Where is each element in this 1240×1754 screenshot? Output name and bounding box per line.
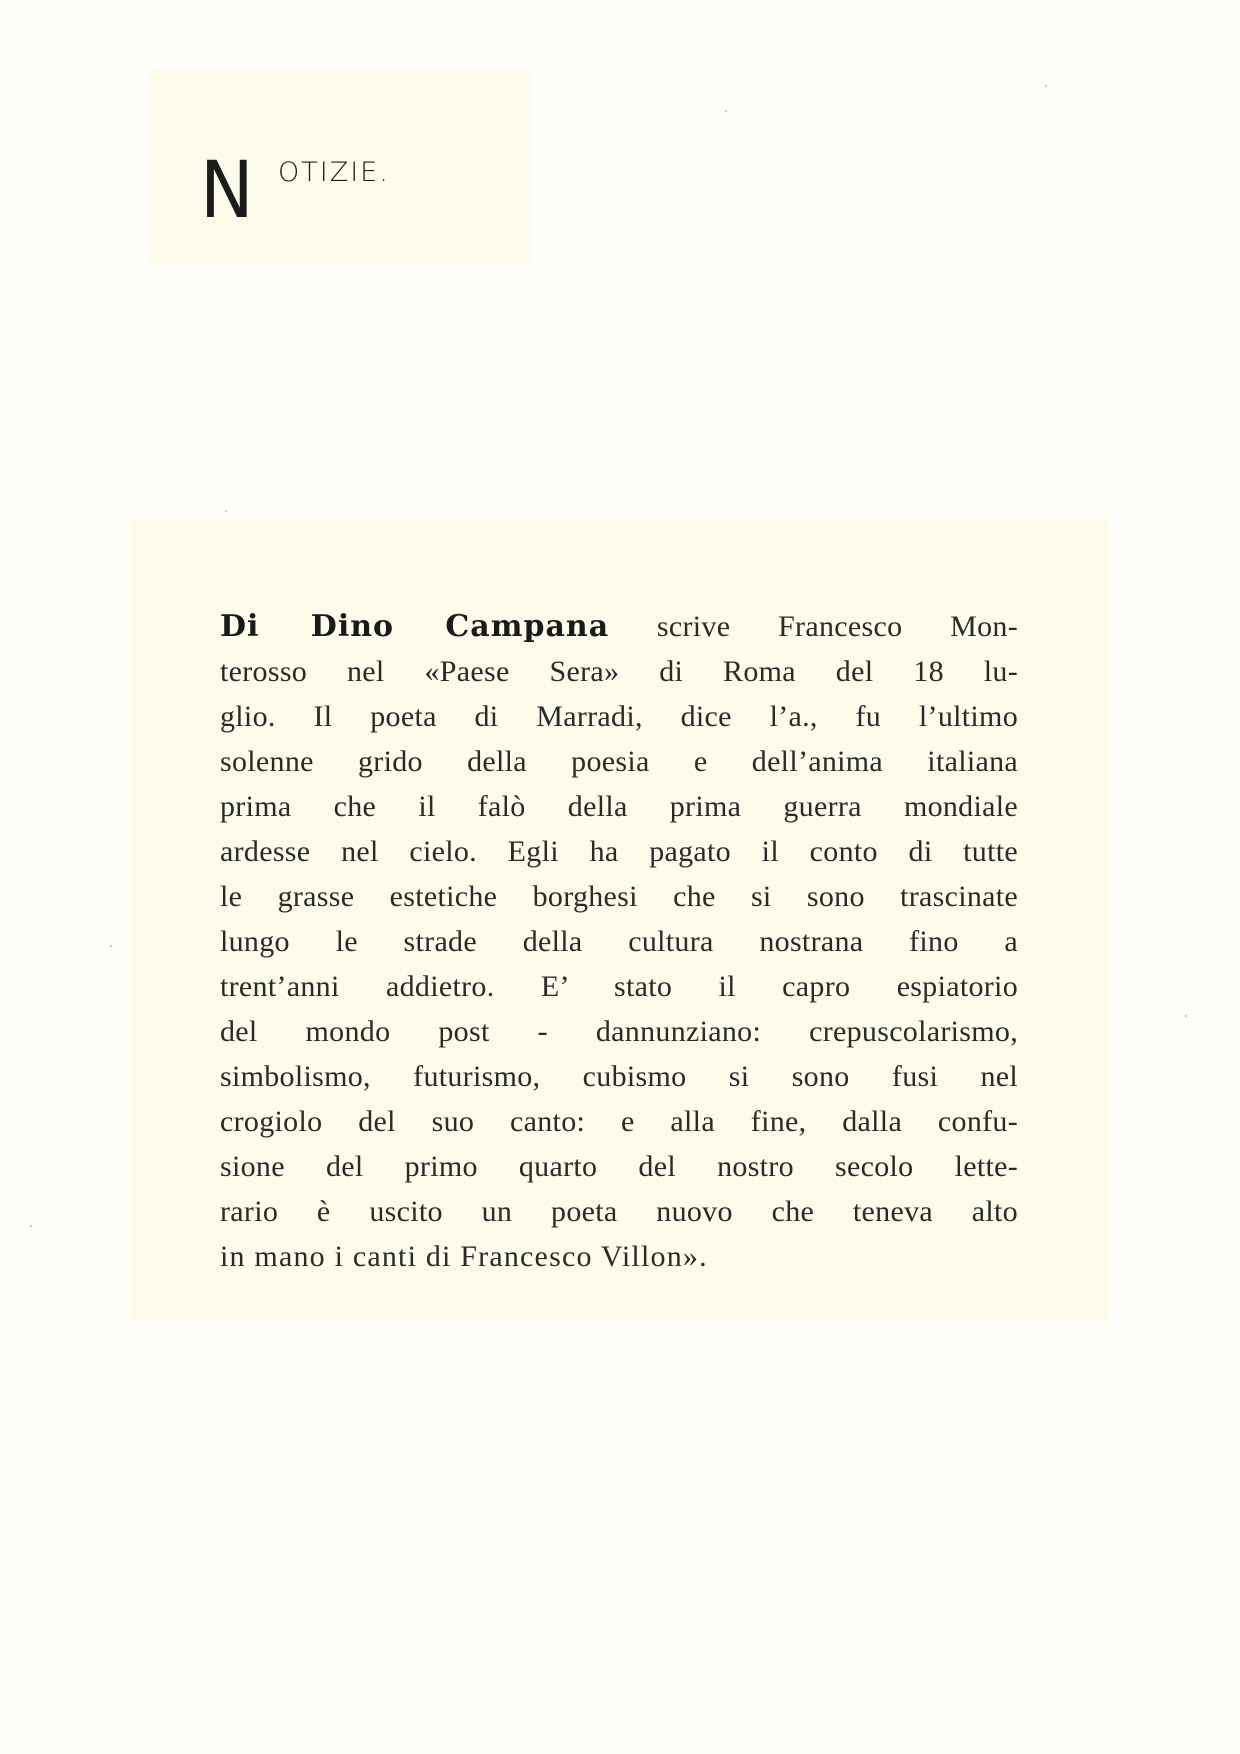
paper-speck <box>1185 1015 1187 1017</box>
article-line: solenne grido della poesia e dell’anima italiana <box>220 745 1018 778</box>
article-line: prima che il falò della prima guerra mondiale <box>220 790 1018 823</box>
heading-initial: N <box>200 146 254 236</box>
article-line-text: scrive Francesco Mon- <box>609 610 1018 643</box>
article-lead: Di Dino Campana <box>220 609 610 644</box>
heading-rest: OTIZIE. <box>278 157 390 188</box>
article-line: del mondo post - dannunziano: crepuscolarismo, <box>220 1015 1018 1048</box>
article-line: lungo le strade della cultura nostrana fino a <box>220 925 1018 958</box>
article-body <box>220 604 1018 1279</box>
article-line: simbolismo, futurismo, cubismo si sono fusi nel <box>220 1060 1018 1093</box>
paper-speck <box>725 110 727 112</box>
article-line: rario è uscito un poeta nuovo che teneva alto <box>220 1195 1018 1228</box>
paper-speck <box>225 510 227 512</box>
paper-speck <box>1045 85 1047 87</box>
article-line: trent’anni addietro. E’ stato il capro espiatorio <box>220 970 1018 1003</box>
article-line-last: in mano i canti di Francesco Villon». <box>220 1240 708 1273</box>
article-line: crogiolo del suo canto: e alla fine, dalla confu- <box>220 1105 1018 1138</box>
paper-speck <box>30 1225 32 1227</box>
article-line: sione del primo quarto del nostro secolo lette- <box>220 1150 1018 1183</box>
article-line <box>220 604 1018 649</box>
article-line: terosso nel «Paese Sera» di Roma del 18 lu- <box>220 655 1018 688</box>
article-line: glio. Il poeta di Marradi, dice l’a., fu l’ultimo <box>220 700 1018 733</box>
article-line: ardesse nel cielo. Egli ha pagato il conto di tutte <box>220 835 1018 868</box>
paper-speck <box>110 945 112 947</box>
article-line: le grasse estetiche borghesi che si sono trascinate <box>220 880 1018 913</box>
